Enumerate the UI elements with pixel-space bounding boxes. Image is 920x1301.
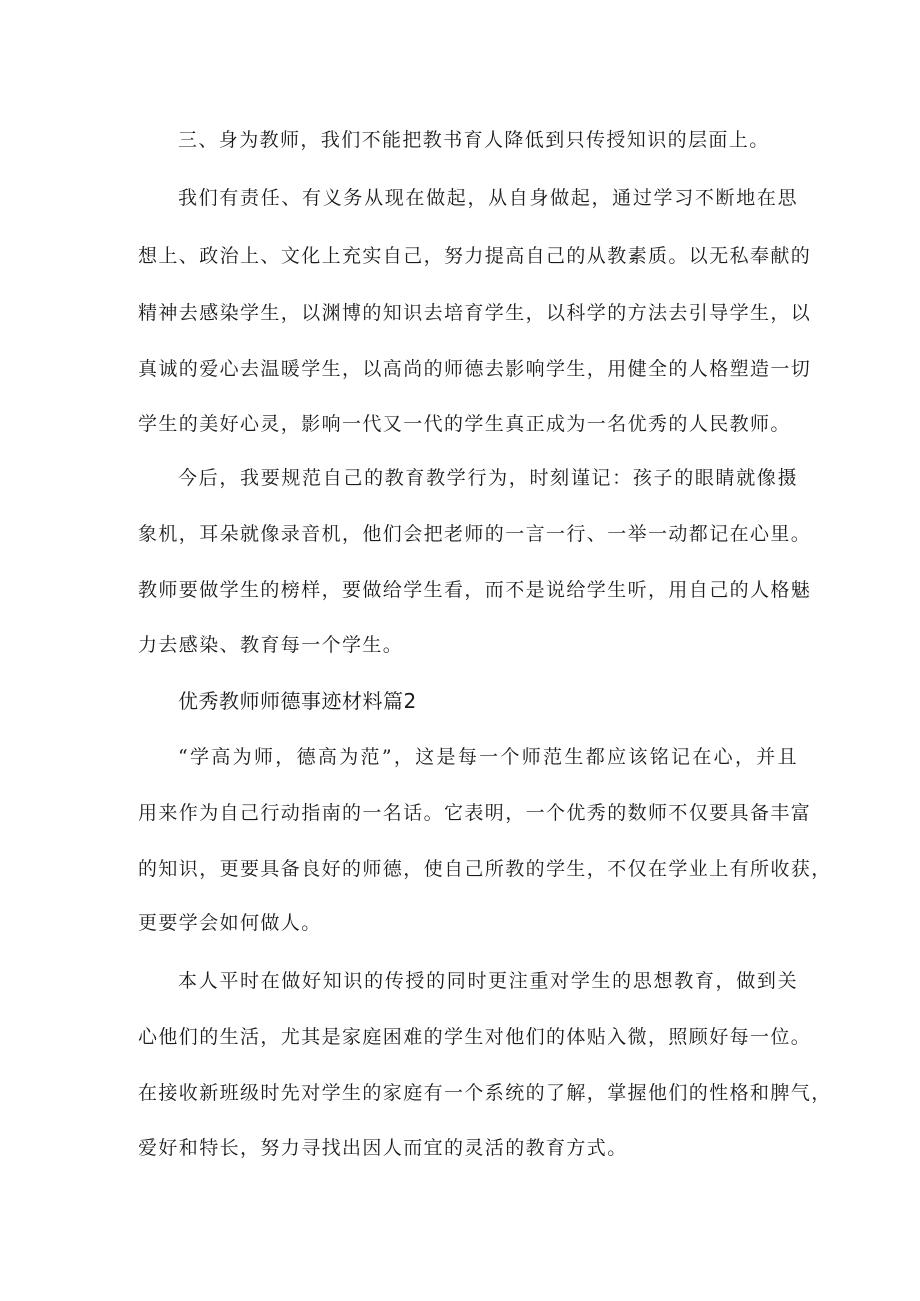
section-title: 三、身为教师，我们不能把教书育人降低到只传授知识的层面上。 [178,129,770,151]
paragraph-line: 教师要做学生的榜样，要做给学生看，而不是说给学生听，用自己的人格魅 [138,579,812,601]
paragraph-line: 本人平时在做好知识的传授的同时更注重对学生的思想教育，做到关 [178,970,798,992]
article-heading: 优秀教师师德事迹材料篇2 [178,689,417,713]
paragraph-line: 爱好和特长，努力寻找出因人而宜的灵活的教育方式。 [138,1137,628,1159]
paragraph-line: 我们有责任、有义务从现在做起，从自身做起，通过学习不断地在思 [178,187,798,209]
paragraph-line: 精神去感染学生，以渊博的知识去培育学生，以科学的方法去引导学生，以 [138,302,812,324]
paragraph-line: 象机，耳朵就像录音机，他们会把老师的一言一行、一举一动都记在心里。 [138,523,812,545]
paragraph-line: 更要学会如何做人。 [138,912,322,934]
paragraph-line: 力去感染、教育每一个学生。 [138,634,404,656]
paragraph-line: 今后，我要规范自己的教育教学行为，时刻谨记：孩子的眼睛就像摄 [178,467,798,489]
paragraph-line: 在接收新班级时先对学生的家庭有一个系统的了解，掌握他们的性格和脾气， [138,1082,832,1104]
paragraph-line: 想上、政治上、文化上充实自己，努力提高自己的从教素质。以无私奉献的 [138,245,812,267]
paragraph-line: “学高为师，德高为范”，这是每一个师范生都应该铭记在心，并且 [178,746,798,768]
paragraph-line: 学生的美好心灵，影响一代又一代的学生真正成为一名优秀的人民教师。 [138,413,791,435]
paragraph-line: 心他们的生活，尤其是家庭困难的学生对他们的体贴入微，照顾好每一位。 [138,1026,812,1048]
paragraph-line: 的知识，更要具备良好的师德，使自己所教的学生，不仅在学业上有所收获， [138,858,832,880]
paragraph-line: 用来作为自己行动指南的一名话。它表明，一个优秀的数师不仅要具备丰富 [138,802,812,824]
paragraph-line: 真诚的爱心去温暖学生，以高尚的师德去影响学生，用健全的人格塑造一切 [138,358,812,380]
